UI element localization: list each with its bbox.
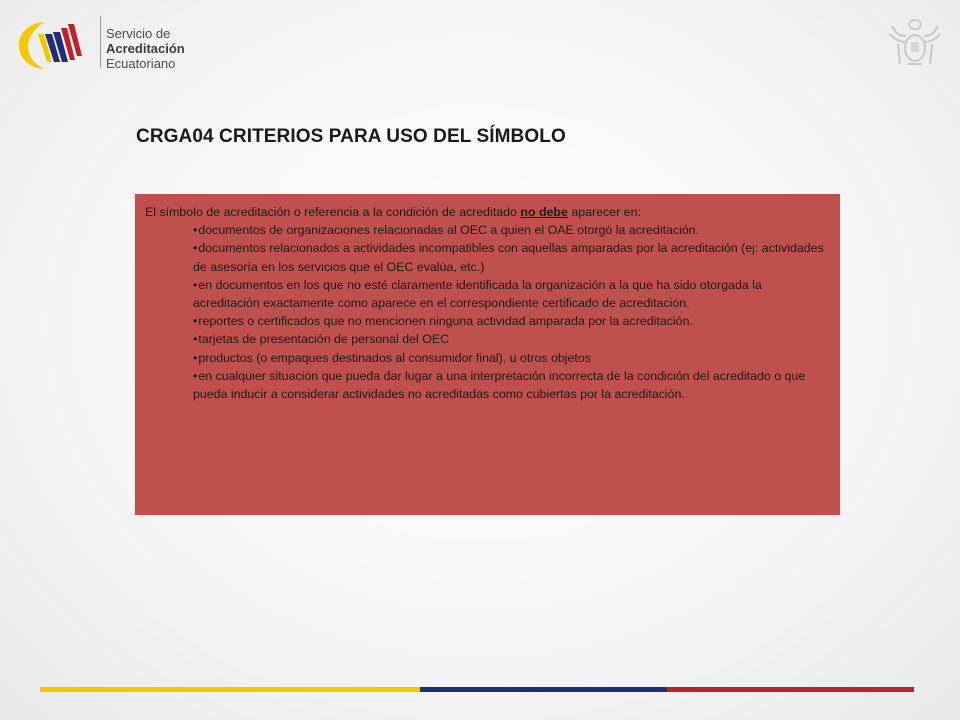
intro-text-before: El símbolo de acreditación o referencia a la condición de acreditado bbox=[145, 205, 521, 219]
logo-divider bbox=[100, 16, 101, 68]
logo-line-3: Ecuatoriano bbox=[106, 56, 176, 71]
list-item: • en cualquier situación que pueda dar lugar a una interpretación incorrecta de la condición del acreditado o que pueda inducir a considerar actividades no acreditadas como cubiertas por la acreditación. bbox=[193, 367, 830, 403]
flag-color-bar bbox=[40, 687, 914, 692]
intro-text-after: aparecer en: bbox=[567, 205, 641, 219]
criteria-list bbox=[145, 221, 830, 403]
flag-bar-yellow bbox=[40, 687, 420, 692]
flag-bar-red bbox=[667, 687, 914, 692]
criteria-content-box bbox=[135, 194, 840, 515]
intro-paragraph bbox=[145, 203, 830, 221]
logo-line-1: Servicio de bbox=[106, 26, 171, 41]
intro-emphasis: no debe bbox=[520, 205, 568, 219]
flag-bar-blue bbox=[420, 687, 667, 692]
list-item: • tarjetas de presentación de personal del OEC bbox=[193, 330, 830, 348]
list-item: • documentos de organizaciones relacionadas al OEC a quien el OAE otorgó la acreditación. bbox=[193, 221, 830, 239]
list-item: • documentos relacionados a actividades incompatibles con aquellas amparadas por la acreditación (ej: actividades de asesoría en los servicios que el OEC evalúa, etc.) bbox=[193, 239, 830, 275]
coat-of-arms-icon bbox=[886, 14, 944, 70]
logo-line-2: Acreditación bbox=[106, 41, 185, 56]
sae-logo-mark-icon bbox=[14, 14, 84, 72]
list-item: • en documentos en los que no esté claramente identificada la organización a la que ha sido otorgada la acreditación exactamente como aparece en el correspondiente certificado de acreditación. bbox=[193, 276, 830, 312]
list-item: • productos (o empaques destinados al consumidor final), u otros objetos bbox=[193, 349, 830, 367]
logo-sae bbox=[14, 12, 194, 74]
list-item: • reportes o certificados que no mencionen ninguna actividad amparada por la acreditación. bbox=[193, 312, 830, 330]
logo-text bbox=[106, 26, 185, 71]
slide-title: CRGA04 CRITERIOS PARA USO DEL SÍMBOLO bbox=[136, 126, 566, 147]
